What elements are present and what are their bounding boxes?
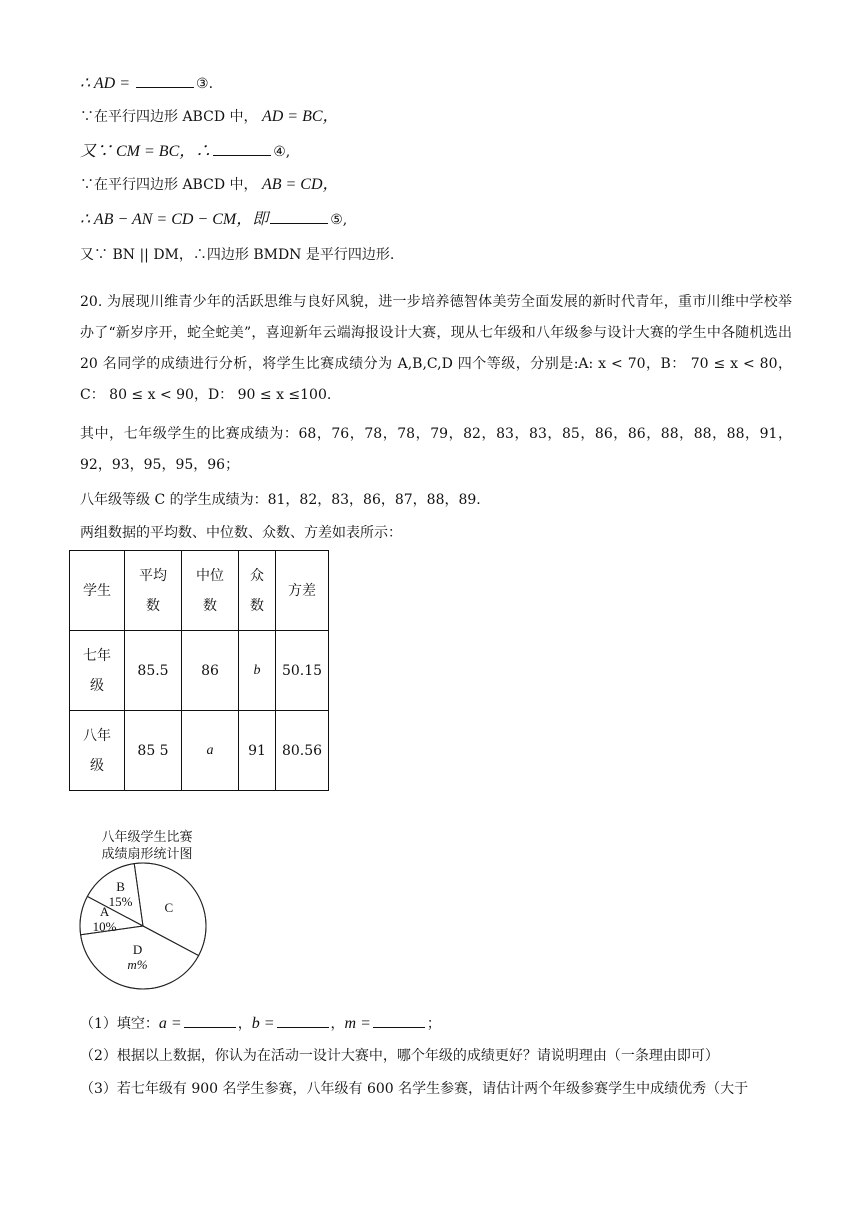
proof-text: AB = CD，: [261, 176, 339, 193]
header-text: 数: [250, 597, 264, 614]
table-header-row: [70, 551, 329, 631]
row-label: [70, 711, 125, 791]
header-text: 中位: [196, 567, 224, 584]
header-mean: [125, 551, 182, 631]
table-row: [70, 711, 329, 791]
pie-label-b: B: [116, 879, 125, 895]
sub-question-1: [80, 1013, 441, 1034]
header-mode: [239, 551, 276, 631]
cell-mode: b: [239, 631, 276, 711]
pie-chart: [76, 862, 216, 992]
proof-line-2: [80, 107, 339, 127]
cell-text: 级: [90, 677, 104, 694]
cell-text: 七年: [83, 647, 111, 664]
header-variance: [276, 551, 329, 631]
proof-text: ⑤,: [330, 212, 348, 228]
table-intro: 两组数据的平均数、中位数、众数、方差如表所示：: [80, 525, 402, 541]
header-median: [182, 551, 239, 631]
pie-label-c: C: [164, 899, 174, 915]
proof-text: ∴ AD =: [80, 75, 135, 92]
grade8-c-scores: 八年级等级 C 的学生成绩为：81，82，83，86，87，88，89.: [80, 492, 481, 508]
row-label: [70, 631, 125, 711]
proof-text: 又∵ CM = BC，∴: [80, 143, 212, 160]
cell-median: a: [182, 711, 239, 791]
pie-label-a: A: [99, 904, 110, 920]
pie-value-d: m%: [127, 957, 148, 973]
header-text: 众: [250, 567, 264, 584]
pie-value-a: 10%: [92, 919, 117, 935]
answer-blank-a[interactable]: [184, 1013, 236, 1028]
header-text: 方差: [288, 582, 316, 599]
question-20-intro: 20. 为展现川维青少年的活跃思维与良好风貌，进一步培养德智体美劳全面发展的新时代青年，重市川维中学校举办了“新岁序开，蛇全蛇美”，喜迎新年云端海报设计大赛，现从七年级和八年级参与设计大赛的学生中各随机选出 20 名同学的成绩进行分析，将学生比赛成绩分为 A,B,C,D 四个等级，分别是:A: x < 70，B： 70 ≤ x < 80，C： 80 ≤ x < 90，D： 90 ≤ x ≤100.: [80, 294, 792, 403]
answer-blank-m[interactable]: [373, 1013, 425, 1028]
answer-blank[interactable]: [270, 209, 328, 224]
cell-text: 八年: [83, 727, 111, 744]
sub1-var: b =: [251, 1015, 275, 1032]
answer-blank[interactable]: [213, 141, 271, 156]
proof-line-5: [80, 209, 347, 230]
grade7-scores: 其中，七年级学生的比赛成绩为：68，76，78，78，79，82，83，83，85，86，86，88，88，88，91，92，93，95，95，96；: [80, 426, 792, 473]
cell-text: 级: [90, 757, 104, 774]
pie-title-line1: 八年级学生比赛: [101, 830, 193, 845]
header-text: 学生: [83, 582, 111, 599]
proof-line-1: [80, 73, 213, 94]
proof-line-6: [80, 245, 394, 265]
proof-text: 又∵ BN || DM，∴四边形 BMDN 是平行四边形.: [80, 247, 395, 263]
proof-line-4: [80, 175, 339, 195]
cell-variance: 80.56: [276, 711, 329, 791]
sub1-var: a =: [158, 1015, 182, 1032]
proof-text: ∵在平行四边形 ABCD 中，: [80, 109, 258, 125]
proof-text: ∵在平行四边形 ABCD 中，: [80, 177, 258, 193]
proof-text: ③.: [196, 76, 214, 92]
pie-value-b: 15%: [108, 894, 133, 910]
answer-blank[interactable]: [136, 73, 194, 88]
cell-median: 86: [182, 631, 239, 711]
header-text: 平均: [139, 567, 167, 584]
answer-blank-b[interactable]: [277, 1013, 329, 1028]
pie-label-d: D: [132, 942, 143, 958]
header-student: [70, 551, 125, 631]
cell-variance: 50.15: [276, 631, 329, 711]
pie-title-line2: 成绩扇形统计图: [101, 847, 193, 862]
header-text: 数: [146, 597, 160, 614]
sub-question-2: （2）根据以上数据，你认为在活动一设计大赛中，哪个年级的成绩更好？请说明理由（一条理由即可）: [80, 1048, 719, 1064]
sub1-text: ，: [330, 1016, 345, 1032]
proof-text: AD = BC，: [261, 108, 339, 125]
proof-text: ∴ AB − AN = CD − CM，即: [80, 211, 269, 228]
stats-table: [69, 550, 329, 791]
sub-question-3: （3）若七年级有 900 名学生参赛，八年级有 600 名学生参赛，请估计两个年级参赛学生中成绩优秀（大于: [80, 1081, 749, 1097]
header-text: 数: [203, 597, 217, 614]
cell-mean: 85.5: [125, 631, 182, 711]
cell-mean: 85 5: [125, 711, 182, 791]
cell-mode: 91: [239, 711, 276, 791]
sub1-var: m =: [344, 1015, 371, 1032]
proof-line-3: [80, 141, 290, 162]
table-row: [70, 631, 329, 711]
proof-text: ④,: [273, 144, 291, 160]
sub1-text: （1）填空：: [80, 1016, 159, 1032]
sub1-text: ，: [237, 1016, 252, 1032]
sub1-text: ；: [426, 1016, 441, 1032]
